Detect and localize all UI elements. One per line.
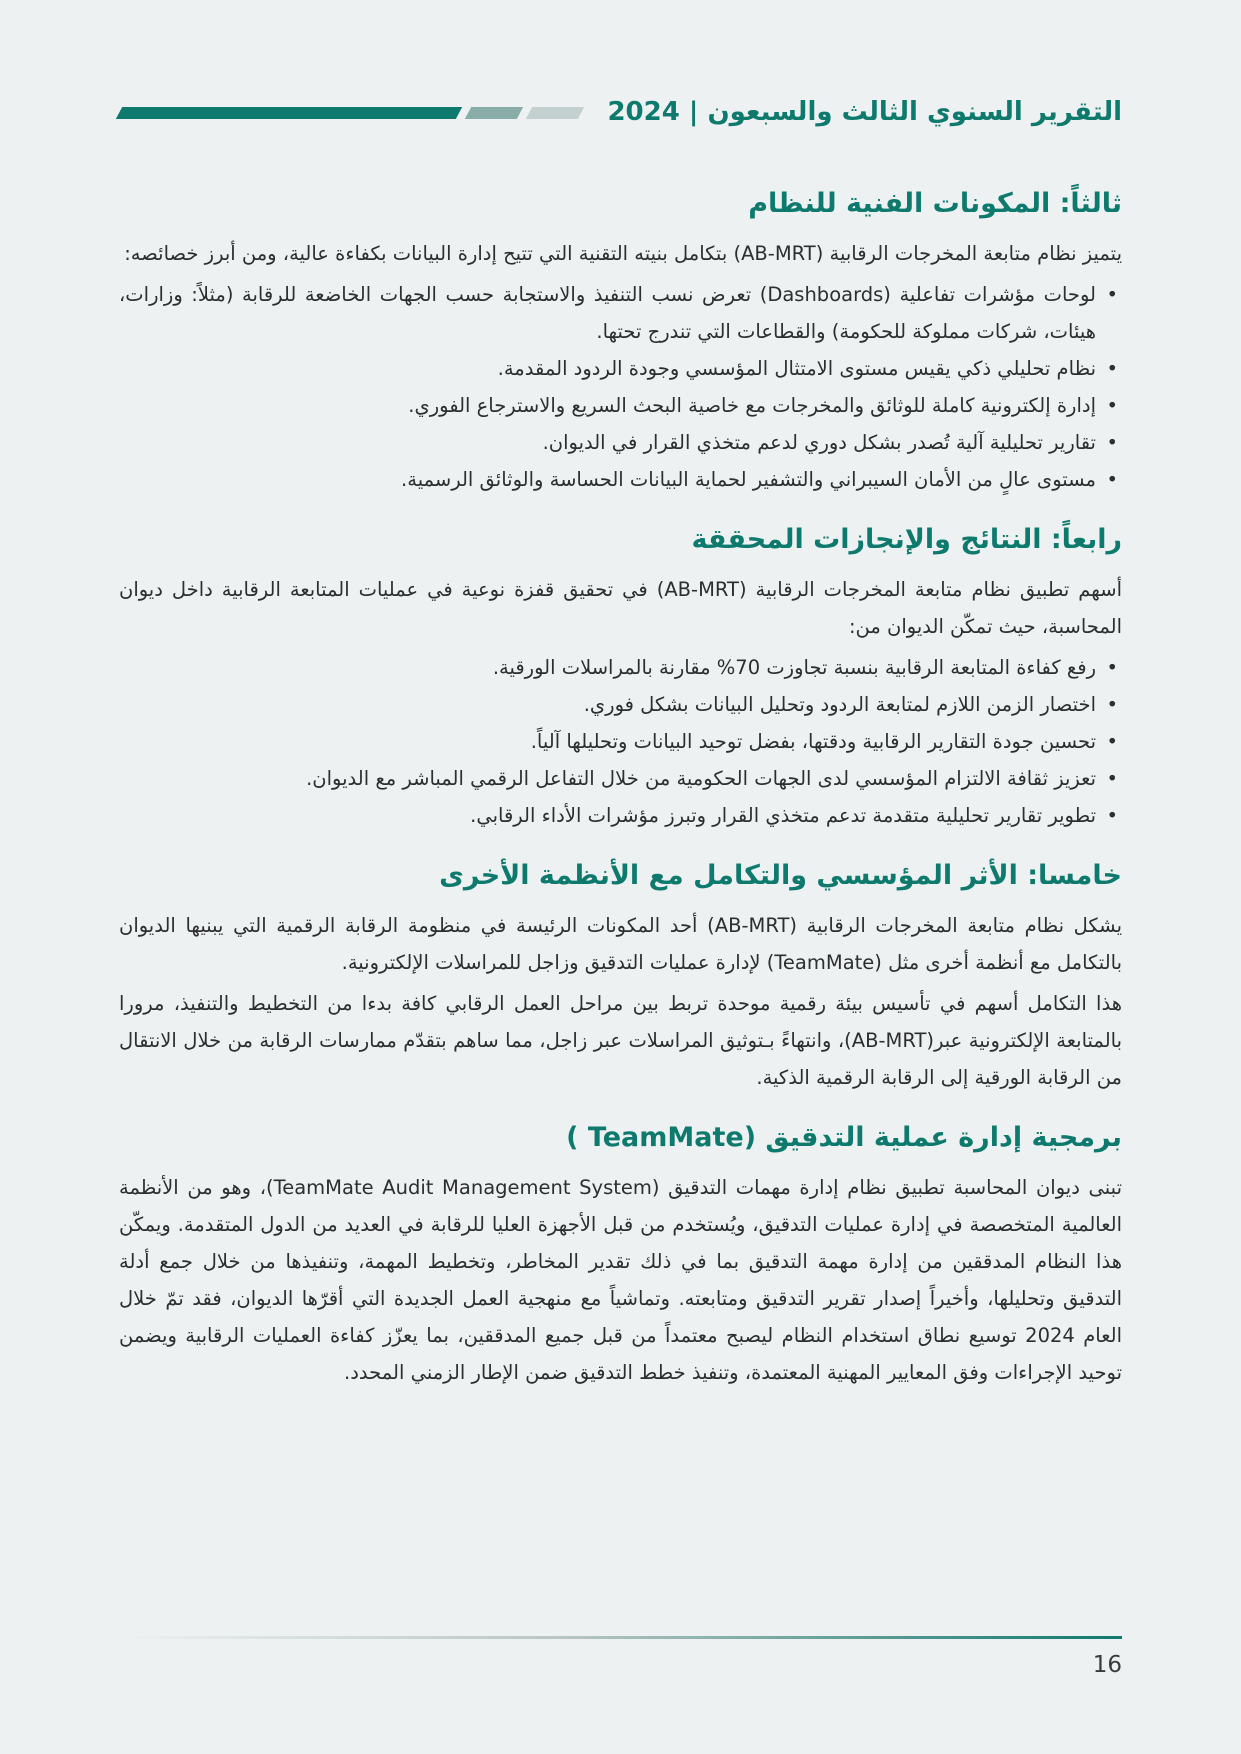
list-item: • مستوى عالٍ من الأمان السيبراني والتشفير لحماية البيانات الحساسة والوثائق الرسمية. — [119, 461, 1122, 498]
section-heading-institutional-impact: خامسا: الأثر المؤسسي والتكامل مع الأنظمة الأخرى — [439, 860, 1122, 892]
header-bar-tertiary — [526, 107, 584, 119]
list-item: • إدارة إلكترونية كاملة للوثائق والمخرجات مع خاصية البحث السريع والاسترجاع الفوري. — [119, 387, 1122, 424]
footer-rule — [119, 1636, 1122, 1639]
achievements-list — [119, 649, 1122, 834]
list-item: • تعزيز ثقافة الالتزام المؤسسي لدى الجهات الحكومية من خلال التفاعل الرقمي المباشر مع الديوان. — [119, 760, 1122, 797]
list-item: • رفع كفاءة المتابعة الرقابية بنسبة تجاوزت 70% مقارنة بالمراسلات الورقية. — [119, 649, 1122, 686]
header-bar-secondary — [465, 107, 523, 119]
section-technical-components — [119, 184, 1122, 498]
section-institutional-impact — [119, 856, 1122, 1096]
section-heading-teammate-software: برمجية إدارة عملية التدقيق (TeamMate ) — [566, 1122, 1122, 1154]
list-item: • اختصار الزمن اللازم لمتابعة الردود وتحليل البيانات بشكل فوري. — [119, 686, 1122, 723]
section-results-achievements — [119, 520, 1122, 834]
list-item: • تطوير تقارير تحليلية متقدمة تدعم متخذي القرار وتبرز مؤشرات الأداء الرقابي. — [119, 797, 1122, 834]
section-intro-results-achievements: أسهم تطبيق نظام متابعة المخرجات الرقابية (AB-MRT) في تحقيق قفزة نوعية في عمليات المتابعة الرقابية داخل ديوان المحاسبة، حيث تمكّن الديوان من: — [119, 578, 1122, 639]
paragraph: هذا التكامل أسهم في تأسيس بيئة رقمية موحدة تربط بين مراحل العمل الرقابي كافة بدءا من التخطيط والتنفيذ، مرورا بالمتابعة الإلكترونية عبر(AB-MRT)، وانتهاءً بـتوثيق المراسلات عبر زاجل، مما ساهم بتقدّم ممارسات الرقابة من خلال الانتقال من الرقابة الورقية إلى الرقابة الرقمية الذكية. — [119, 992, 1122, 1090]
paragraph: تبنى ديوان المحاسبة تطبيق نظام إدارة مهمات التدقيق (TeamMate Audit Management System)، وهو من الأنظمة العالمية المتخصصة في إدارة عمليات التدقيق، ويُستخدم من قبل الأجهزة العليا للرقابة في العديد من الدول المتقدمة. ويمكّن هذا النظام المدققين من إدارة مهمة التدقيق بما في ذلك تقدير المخاطر، وتخطيط المهمة، وتنفيذها من خلال جمع أدلة التدقيق وتحليلها، وأخيراً إصدار تقرير التدقيق ومتابعته. وتماشياً مع منهجية العمل الجديدة التي أقرّها الديوان، فقد تمّ خلال العام 2024 توسيع نطاق استخدام النظام ليصبح معتمداً من قبل جميع المدققين، بما يعزّز كفاءة العمليات الرقابية ويضمن توحيد الإجراءات وفق المعايير المهنية المعتمدة، وتنفيذ خطط التدقيق ضمن الإطار الزمني المحدد. — [119, 1176, 1122, 1385]
report-title: التقرير السنوي الثالث والسبعون | 2024 — [607, 97, 1122, 127]
header-rule — [119, 107, 581, 119]
page-header — [119, 96, 1122, 130]
section-heading-technical-components: ثالثاً: المكونات الفنية للنظام — [748, 187, 1122, 219]
paragraph: يشكل نظام متابعة المخرجات الرقابية (AB-MRT) أحد المكونات الرئيسة في منظومة الرقابة الرقمية التي يبنيها الديوان بالتكامل مع أنظمة أخرى مثل (TeamMate) لإدارة عمليات التدقيق وزاجل للمراسلات الإلكترونية. — [119, 914, 1123, 975]
page-number: 16 — [1092, 1652, 1122, 1678]
section-intro-technical-components: يتميز نظام متابعة المخرجات الرقابية (AB-MRT) بتكامل بنيته التقنية التي تتيح إدارة البيانات بكفاءة عالية، ومن أبرز خصائصه: — [124, 241, 1122, 265]
list-item: • تحسين جودة التقارير الرقابية ودقتها، بفضل توحيد البيانات وتحليلها آلياً. — [119, 723, 1122, 760]
section-heading-results-achievements: رابعاً: النتائج والإنجازات المحققة — [691, 523, 1122, 555]
list-item: • لوحات مؤشرات تفاعلية (Dashboards) تعرض نسب التنفيذ والاستجابة حسب الجهات الخاضعة للرقابة (مثلاً: وزارات، هيئات، شركات مملوكة للحكومة) والقطاعات التي تندرج تحتها. — [119, 276, 1122, 350]
features-list — [119, 276, 1122, 498]
list-item: • نظام تحليلي ذكي يقيس مستوى الامتثال المؤسسي وجودة الردود المقدمة. — [119, 350, 1122, 387]
header-bar-primary — [116, 107, 463, 119]
page-content — [119, 184, 1122, 1392]
section-teammate-software — [119, 1118, 1122, 1391]
list-item: • تقارير تحليلية آلية تُصدر بشكل دوري لدعم متخذي القرار في الديوان. — [119, 424, 1122, 461]
